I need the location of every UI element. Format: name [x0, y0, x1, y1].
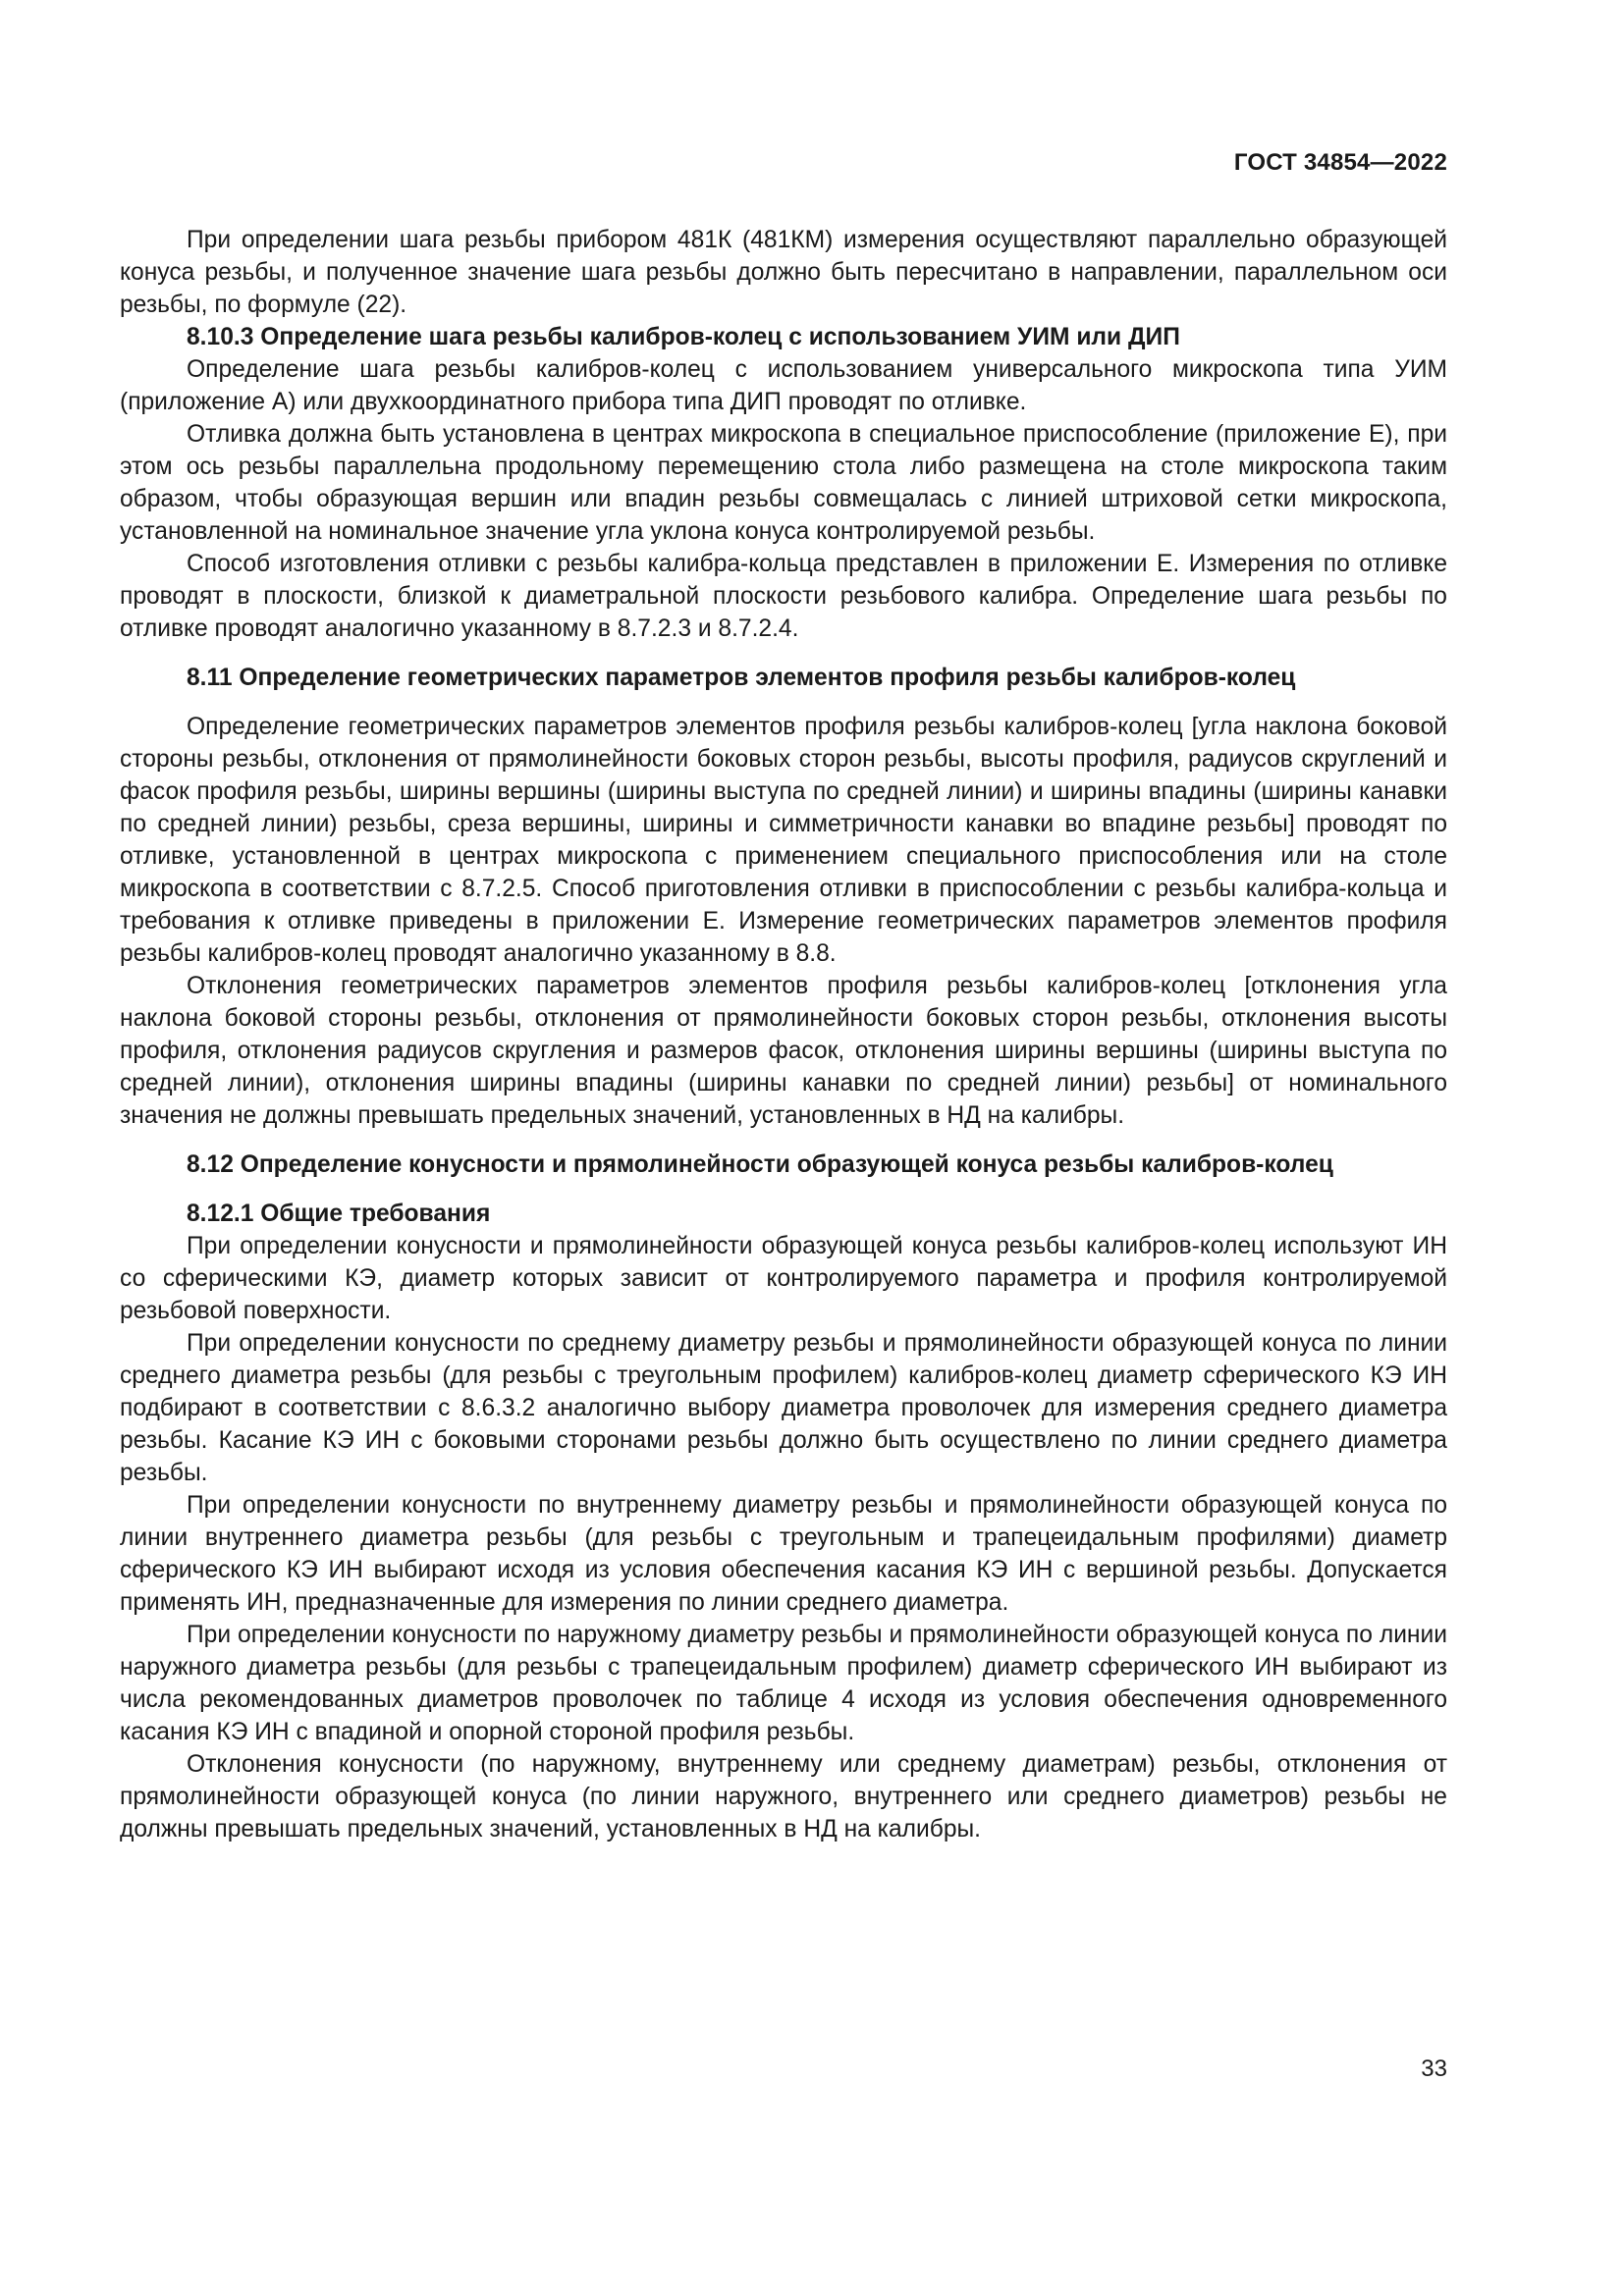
paragraph: Определение шага резьбы калибров-колец с использованием универсального микроскопа типа УИМ (приложение А) или двухкоординатного прибора типа ДИП проводят по отливке.: [120, 356, 1447, 415]
paragraph: Отклонения конусности (по наружному, внутреннему или среднему диаметрам) резьбы, отклонения от прямолинейности образующей конуса (по линии наружного, внутреннего или среднего диаметров) резьбы не должны превышать предельных значений, установленных в НД на калибры.: [120, 1751, 1447, 1842]
paragraph: При определении конусности по наружному диаметру резьбы и прямолинейности образующей конуса по линии наружного диаметра резьбы (для резьбы с трапецеидальным профилем) диаметр сферического ИН выбирают из числа рекомендованных диаметров проволочек по таблице 4 исходя из условия обеспечения одновременного касания КЭ ИН с впадиной и опорной стороной профиля резьбы.: [120, 1622, 1447, 1745]
paragraph: При определении конусности по среднему диаметру резьбы и прямолинейности образующей конуса по линии среднего диаметра резьбы (для резьбы с треугольным профилем) калибров-колец диаметр сферического КЭ ИН подбирают в соответствии с 8.6.3.2 аналогично выбору диаметра проволочек для измерения среднего диаметра резьбы. Касание КЭ ИН с боковыми сторонами резьбы должно быть осуществлено по линии среднего диаметра резьбы.: [120, 1330, 1447, 1486]
paragraph: Определение геометрических параметров элементов профиля резьбы калибров-колец [угла наклона боковой стороны резьбы, отклонения от прямолинейности боковых сторон резьбы, высоты профиля, радиусов скруглений и фасок профиля резьбы, ширины вершины (ширины выступа по средней линии) и ширины впадины (ширины канавки по средней линии) резьбы, среза вершины, ширины и симметричности канавки во впадине резьбы] проводят по отливке, установленной в центрах микроскопа с применением специального приспособления или на столе микроскопа в соответствии с 8.7.2.5. Способ приготовления отливки в приспособлении с резьбы калибра-кольца и требования к отливке приведены в приложении Е. Измерение геометрических параметров элементов профиля резьбы калибров-колец проводят аналогично указанному в 8.8.: [120, 714, 1447, 967]
paragraph: При определении шага резьбы прибором 481К (481КМ) измерения осуществляют параллельно образующей конуса резьбы, и полученное значение шага резьбы должно быть пересчитано в направлении, параллельном оси резьбы, по формуле (22).: [120, 227, 1447, 318]
section-heading-8-10-3: 8.10.3 Определение шага резьбы калибров-колец с использованием УИМ или ДИП: [187, 324, 1180, 350]
paragraph: Способ изготовления отливки с резьбы калибра-кольца представлен в приложении Е. Измерения по отливке проводят в плоскости, близкой к диаметральной плоскости резьбового калибра. Определение шага резьбы по отливке проводят аналогично указанному в 8.7.2.3 и 8.7.2.4.: [120, 551, 1447, 642]
page-number: 33: [1421, 2056, 1447, 2082]
section-heading-8-12-1: 8.12.1 Общие требования: [187, 1201, 491, 1227]
section-heading-8-12: 8.12 Определение конусности и прямолинейности образующей конуса резьбы калибров-колец: [187, 1151, 1333, 1178]
document-code: ГОСТ 34854—2022: [1233, 149, 1447, 176]
paragraph: Отклонения геометрических параметров элементов профиля резьбы калибров-колец [отклонения угла наклона боковой стороны резьбы, отклонения от прямолинейности боковых сторон резьбы, отклонения высоты профиля, отклонения радиусов скругления и размеров фасок, отклонения ширины вершины (ширины выступа по средней линии), отклонения ширины впадины (ширины канавки по средней линии) резьбы] от номинального значения не должны превышать предельных значений, установленных в НД на калибры.: [120, 973, 1447, 1129]
paragraph: При определении конусности и прямолинейности образующей конуса резьбы калибров-колец используют ИН со сферическими КЭ, диаметр которых зависит от контролируемого параметра и профиля контролируемой резьбовой поверхности.: [120, 1233, 1447, 1324]
paragraph: При определении конусности по внутреннему диаметру резьбы и прямолинейности образующей конуса по линии внутреннего диаметра резьбы (для резьбы с треугольным и трапецеидальным профилями) диаметр сферического КЭ ИН выбирают исходя из условия обеспечения касания КЭ ИН с вершиной резьбы. Допускается применять ИН, предназначенные для измерения по линии среднего диаметра.: [120, 1492, 1447, 1616]
page-body: [120, 224, 1447, 1845]
paragraph: Отливка должна быть установлена в центрах микроскопа в специальное приспособление (приложение Е), при этом ось резьбы параллельна продольному перемещению стола либо размещена на столе микроскопа таким образом, чтобы образующая вершин или впадин резьбы совмещалась с линией штриховой сетки микроскопа, установленной на номинальное значение угла уклона конуса контролируемой резьбы.: [120, 421, 1447, 545]
section-heading-8-11: 8.11 Определение геометрических параметров элементов профиля резьбы калибров-колец: [187, 665, 1296, 691]
